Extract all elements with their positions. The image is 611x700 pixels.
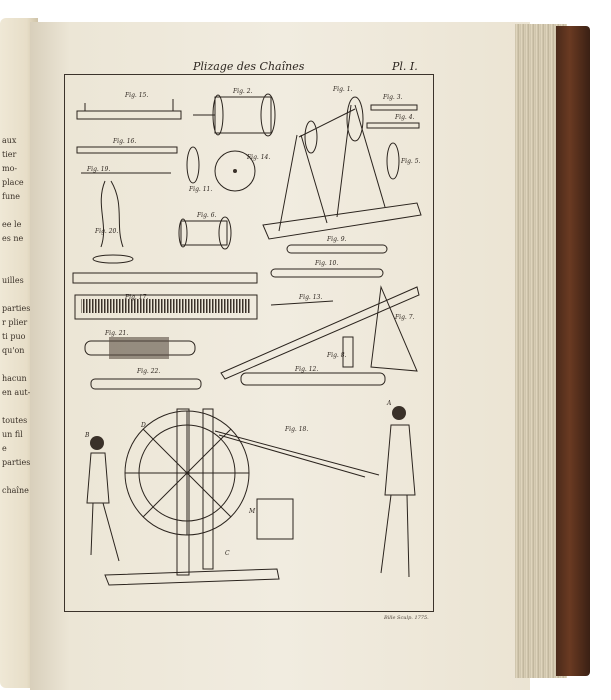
left-page-line: chaîne <box>2 486 29 495</box>
left-page-line: r plier <box>2 318 28 327</box>
fig2-label: Fig. 2. <box>233 88 253 95</box>
fig8-label: Fig. 8. <box>327 352 347 359</box>
left-page-line: toutes <box>2 416 28 425</box>
fig21-fig22-fig12 <box>85 330 385 389</box>
left-page-line: place <box>2 178 24 187</box>
plate-number: Pl. I. <box>392 60 418 73</box>
left-page-line: un fil <box>2 430 23 439</box>
letter-d: D <box>141 422 146 429</box>
fig11-fig14 <box>187 147 270 193</box>
fig19-label: Fig. 19. <box>87 166 111 173</box>
engraving-plate <box>64 74 434 612</box>
plate-title: Plizage des Chaînes <box>193 60 305 73</box>
fig3-fig4-fig5 <box>367 94 421 179</box>
left-page-line: en aut- <box>2 388 31 397</box>
fig2-spool <box>193 88 275 136</box>
fig5-label: Fig. 5. <box>401 158 421 165</box>
fig18-scene <box>84 400 415 585</box>
fig9-label: Fig. 9. <box>327 236 347 243</box>
fig18-label: Fig. 18. <box>285 426 309 433</box>
engraving <box>65 75 433 611</box>
letter-a: A <box>387 400 392 407</box>
fig13-label: Fig. 13. <box>299 294 323 301</box>
fig11-label: Fig. 11. <box>189 186 213 193</box>
left-page-line: tier <box>2 150 17 159</box>
left-page-line: ti puo <box>2 332 26 341</box>
fig15-board <box>77 92 181 119</box>
letter-m: M <box>249 508 256 515</box>
letter-b: B <box>85 432 90 439</box>
left-page-line: hacun <box>2 374 27 383</box>
left-page-line: parties <box>2 458 31 467</box>
left-page-line: e <box>2 444 7 453</box>
fig14-label: Fig. 14. <box>247 154 271 161</box>
left-page-line: qu'on <box>2 346 25 355</box>
letter-c: C <box>225 550 230 557</box>
engraver-credit: Bille Sculp. 1775. <box>384 615 429 621</box>
left-page-line: mo- <box>2 164 18 173</box>
fig12-label: Fig. 12. <box>295 366 319 373</box>
fig4-label: Fig. 4. <box>395 114 415 121</box>
fig10-label: Fig. 10. <box>315 260 339 267</box>
left-page-line: fune <box>2 192 20 201</box>
fig7-label: Fig. 7. <box>395 314 415 321</box>
left-page-line: uilles <box>2 276 24 285</box>
fig21-label: Fig. 21. <box>105 330 129 337</box>
book-cover <box>556 26 590 676</box>
fig1-frame <box>263 86 421 239</box>
left-page-line: es ne <box>2 234 24 243</box>
fig16-fig19 <box>77 138 177 173</box>
fig1-label: Fig. 1. <box>333 86 353 93</box>
fig20-label: Fig. 20. <box>95 228 119 235</box>
fig3-label: Fig. 3. <box>383 94 403 101</box>
fig20-fig6 <box>93 181 231 263</box>
fig22-label: Fig. 22. <box>137 368 161 375</box>
fig15-label: Fig. 15. <box>125 92 149 99</box>
fig6-label: Fig. 6. <box>197 212 217 219</box>
fig17-comb <box>73 273 257 319</box>
fig16-label: Fig. 16. <box>113 138 137 145</box>
fig9-fig10 <box>271 236 387 277</box>
left-page-line: parties <box>2 304 31 313</box>
left-page-line: aux <box>2 136 17 145</box>
fig17-label: Fig. 17. <box>125 294 149 301</box>
left-page-line: ee le <box>2 220 22 229</box>
